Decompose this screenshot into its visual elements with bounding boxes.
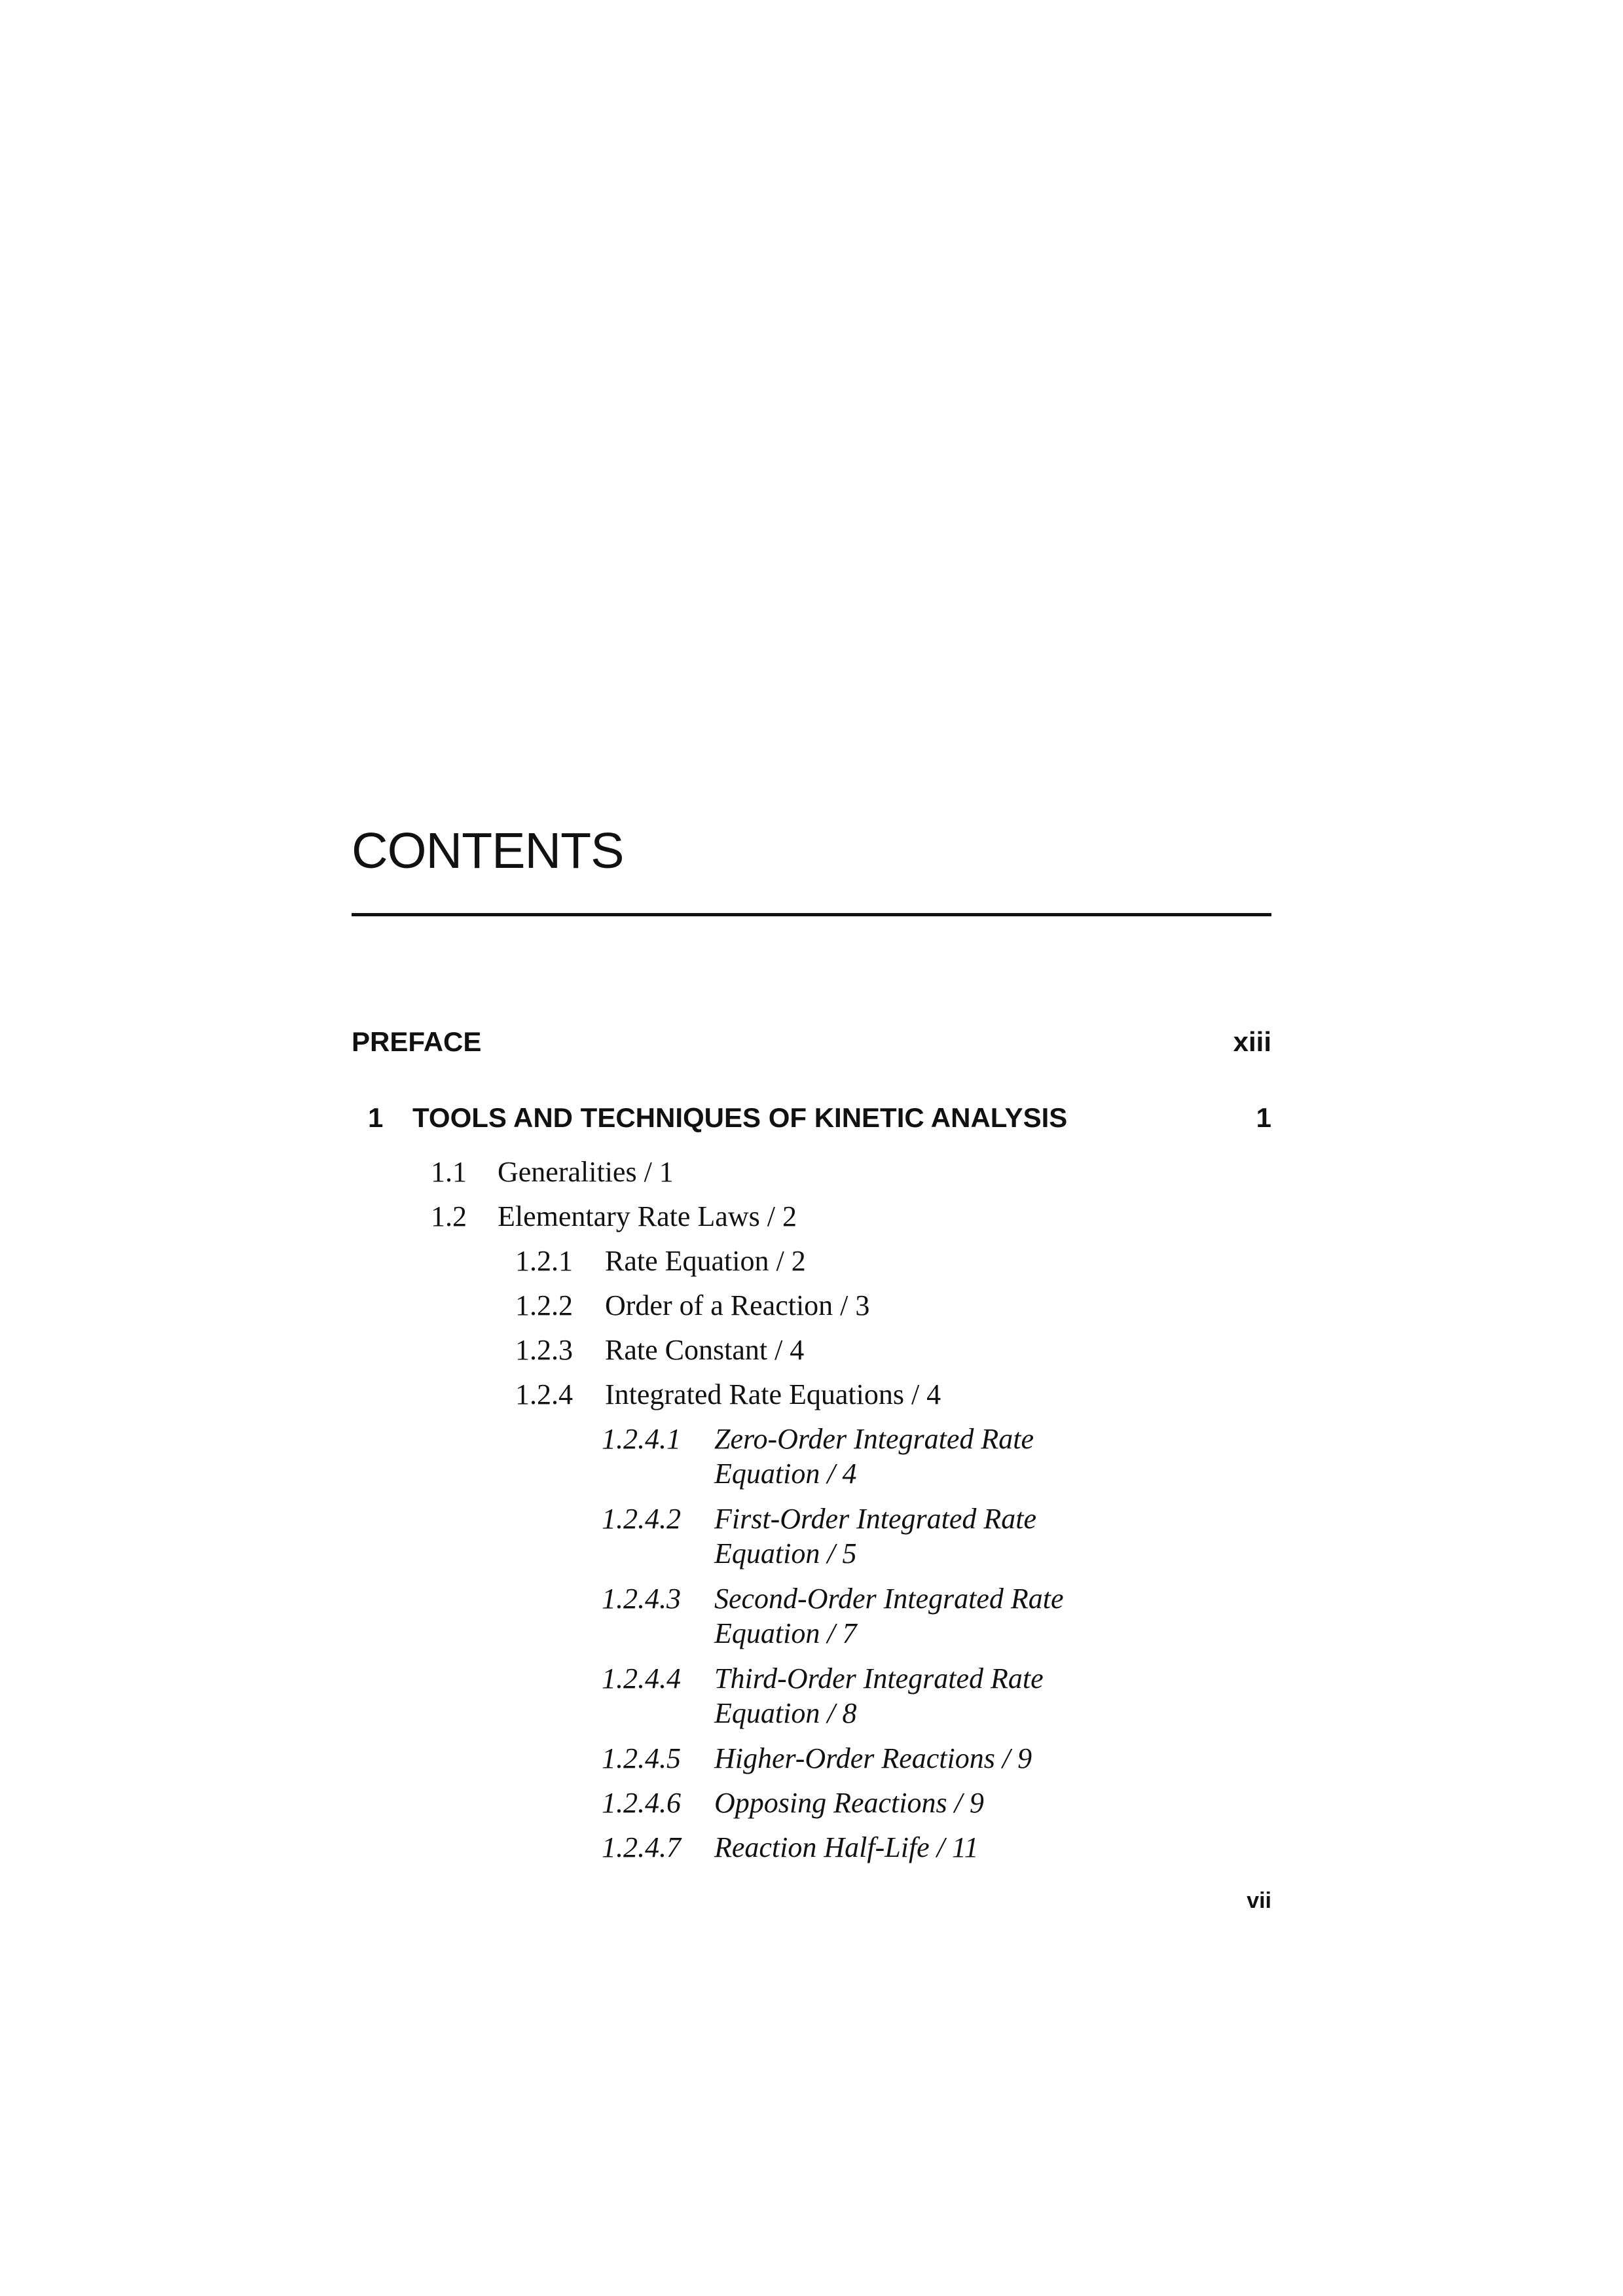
toc-chapter-page: 1 xyxy=(1256,1102,1271,1133)
toc-subsubsection-text: Third-Order Integrated Rate xyxy=(714,1662,1044,1695)
toc-subsubsection-text: Reaction Half-Life / 11 xyxy=(714,1831,979,1863)
page-number: vii xyxy=(1247,1888,1271,1913)
toc-subsubsection-number: 1.2.4.7 xyxy=(602,1831,681,1863)
toc-preface-label[interactable]: PREFACE xyxy=(352,1026,482,1057)
toc-subsubsection-number: 1.2.4.1 xyxy=(602,1423,681,1455)
toc-subsection-text: Integrated Rate Equations / 4 xyxy=(605,1378,941,1410)
toc-section-number: 1.2 xyxy=(431,1200,467,1232)
toc-section-text: Elementary Rate Laws / 2 xyxy=(498,1200,797,1232)
toc-section-text: Generalities / 1 xyxy=(498,1156,674,1188)
toc-subsection-text: Order of a Reaction / 3 xyxy=(605,1289,870,1321)
toc-section-number: 1.1 xyxy=(431,1156,467,1188)
toc-subsubsection-text: Second-Order Integrated Rate xyxy=(714,1583,1064,1615)
toc-subsubsection-text: Higher-Order Reactions / 9 xyxy=(714,1742,1032,1774)
toc-subsubsection-text-cont: Equation / 8 xyxy=(714,1697,857,1729)
toc-chapter-label[interactable]: TOOLS AND TECHNIQUES OF KINETIC ANALYSIS xyxy=(412,1102,1068,1133)
toc-subsubsection-text: First-Order Integrated Rate xyxy=(714,1503,1037,1535)
toc-subsubsection-text-cont: Equation / 4 xyxy=(714,1458,857,1490)
title-rule xyxy=(352,913,1271,916)
toc-subsection-number: 1.2.3 xyxy=(515,1334,573,1366)
toc-subsubsection-number: 1.2.4.6 xyxy=(602,1787,681,1819)
toc-chapter-number: 1 xyxy=(368,1102,384,1133)
toc-subsubsection-number: 1.2.4.4 xyxy=(602,1662,681,1695)
toc-subsubsection-number: 1.2.4.3 xyxy=(602,1583,681,1615)
toc-subsubsection-text-cont: Equation / 7 xyxy=(714,1617,857,1649)
toc-subsection-number: 1.2.1 xyxy=(515,1245,573,1277)
toc-preface-page: xiii xyxy=(1233,1026,1271,1057)
toc-subsubsection-number: 1.2.4.5 xyxy=(602,1742,681,1774)
toc-subsubsection-text: Opposing Reactions / 9 xyxy=(714,1787,984,1819)
toc-subsection-number: 1.2.4 xyxy=(515,1378,573,1410)
toc-subsubsection-text-cont: Equation / 5 xyxy=(714,1537,857,1570)
toc-subsubsection-number: 1.2.4.2 xyxy=(602,1503,681,1535)
page-title: CONTENTS xyxy=(352,823,624,879)
toc-subsubsection-text: Zero-Order Integrated Rate xyxy=(714,1423,1034,1455)
toc-subsection-number: 1.2.2 xyxy=(515,1289,573,1321)
toc-subsection-text: Rate Equation / 2 xyxy=(605,1245,806,1277)
toc-subsection-text: Rate Constant / 4 xyxy=(605,1334,805,1366)
